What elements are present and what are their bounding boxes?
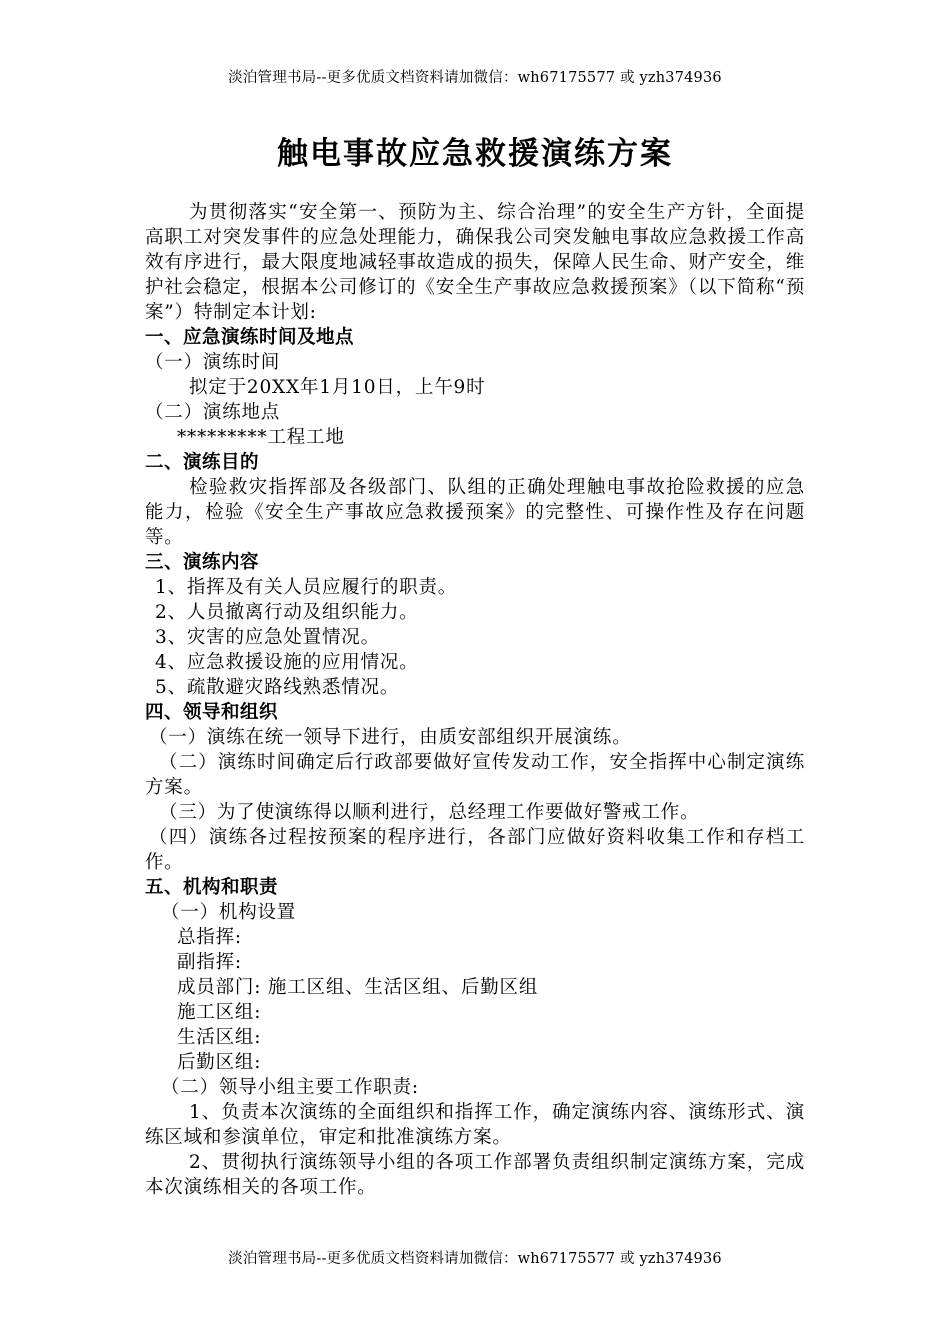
page-header: 淡泊管理书局--更多优质文档资料请加微信：wh67175577 或 yzh374936 [228,70,722,86]
section-5-sub-org: （一）机构设置 [161,902,297,923]
section-1-sub-place: （二）演练地点 [145,402,281,423]
list-item: 1、指挥及有关人员应履行的职责。 [155,577,458,598]
section-2-heading: 二、演练目的 [145,452,260,473]
list-item: 2、人员撤离行动及组织能力。 [155,602,419,623]
role-logistics-group: 后勤区组: [177,1052,262,1073]
role-commander: 总指挥: [177,927,242,948]
page-footer: 淡泊管理书局--更多优质文档资料请加微信：wh67175577 或 yzh374936 [228,1251,722,1267]
section-4-heading: 四、领导和组织 [145,702,279,723]
section-2-text: 检验救灾指挥部及各级部门、队组的正确处理触电事故抢险救援的应急能力，检验《安全生产事故应急救援预案》的完整性、可操作性及存在问题等。 [145,477,805,548]
section-3-heading: 三、演练内容 [145,552,260,573]
list-item: （一）演练在统一领导下进行，由质安部组织开展演练。 [149,727,632,748]
duty-item: 1、负责本次演练的全面组织和指挥工作，确定演练内容、演练形式、演练区域和参演单位，审定和批准演练方案。 [145,1102,805,1148]
role-living-group: 生活区组: [177,1027,262,1048]
document-body [145,200,805,1200]
list-item: （二）演练时间确定后行政部要做好宣传发动工作，安全指挥中心制定演练方案。 [145,752,805,798]
list-item: （三）为了使演练得以顺利进行，总经理工作要做好警戒工作。 [159,802,700,823]
list-item: 4、应急救援设施的应用情况。 [155,652,419,673]
role-deputy: 副指挥: [177,952,242,973]
role-construction-group: 施工区组: [177,1002,262,1023]
list-item: 5、疏散避灾路线熟悉情况。 [155,677,400,698]
section-5-sub-duties: （二）领导小组主要工作职责: [161,1077,419,1098]
duty-item: 2、贯彻执行演练领导小组的各项工作部署负责组织制定演练方案，完成本次演练相关的各项工作。 [145,1152,805,1198]
section-5-heading: 五、机构和职责 [145,877,279,898]
role-members: 成员部门: 施工区组、生活区组、后勤区组 [177,977,539,998]
drill-time: 拟定于20XX年1月10日，上午9时 [189,377,486,398]
list-item: （四）演练各过程按预案的程序进行，各部门应做好资料收集工作和存档工作。 [145,827,805,873]
intro-paragraph: 为贯彻落实“安全第一、预防为主、综合治理”的安全生产方针，全面提高职工对突发事件的应急处理能力，确保我公司突发触电事故应急救援工作高效有序进行，最大限度地减轻事故造成的损失，保障人民生命、财产安全，维护社会稳定，根据本公司修订的《安全生产事故应急救援预案》（以下简称“预案”）特制定本计划: [145,202,805,323]
list-item: 3、灾害的应急处置情况。 [155,627,380,648]
document-title: 触电事故应急救援演练方案 [277,136,673,172]
section-1-heading: 一、应急演练时间及地点 [145,327,355,348]
drill-place: *********工程工地 [177,427,345,448]
section-1-sub-time: （一）演练时间 [145,352,281,373]
